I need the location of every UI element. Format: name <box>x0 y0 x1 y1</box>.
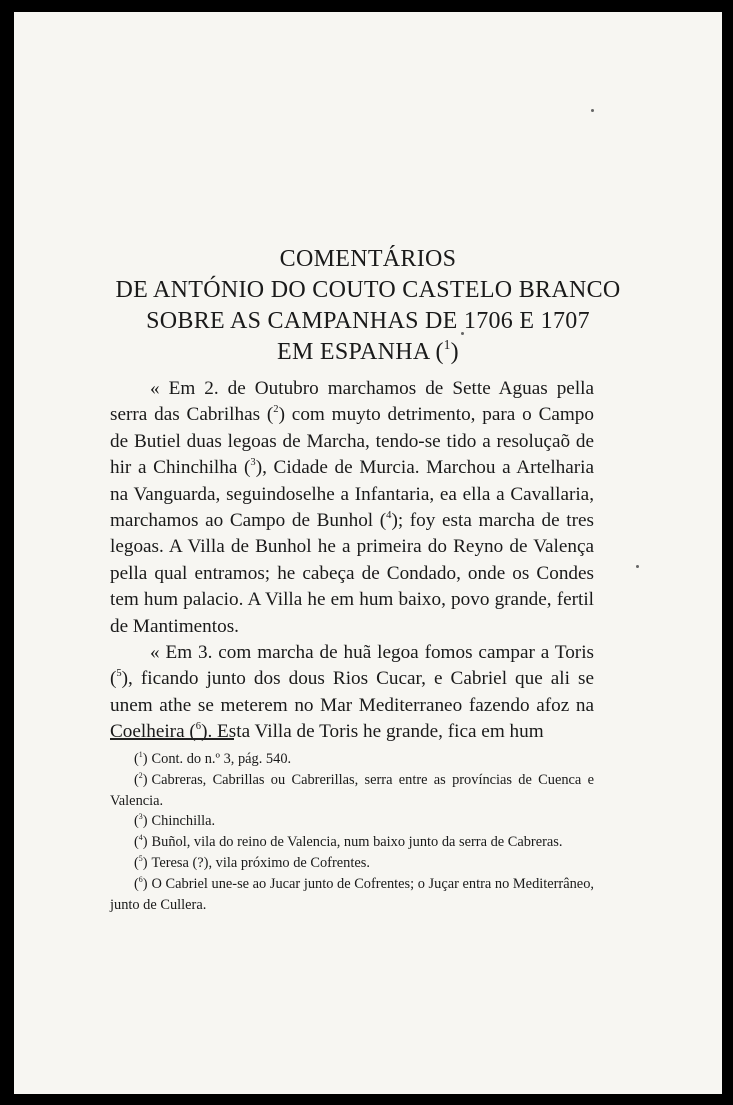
footnote-4 <box>110 832 594 853</box>
title-line-4 <box>14 337 722 368</box>
title-line-4-text: EM ESPANHA <box>277 339 430 365</box>
footnote-marker: ($^5$) <box>134 854 148 871</box>
footnote-ref-3: 3 <box>250 457 256 469</box>
footnote-text: Teresa (?), vila próximo de Cofrentes. <box>151 854 370 871</box>
paragraph-2-segment: ), ficando junto dos dous Rios Cucar, e Cabriel que ali se unem athe se meterem no Mar Mediterraneo fazendo afoz na Coelheira ( <box>110 668 594 743</box>
title-paren-open: ( <box>429 339 444 365</box>
footnote-2 <box>110 770 594 812</box>
page-title <box>14 244 722 368</box>
footnote-ref-5: 5 <box>116 668 122 680</box>
footnote-marker: ($^1$) <box>134 750 148 767</box>
paragraph-2 <box>110 640 594 746</box>
paragraph-1-segment: ) com muyto detrimento, para o Campo de Butiel duas legoas de Marcha, tendo-se tido a resoluçaõ de hir a Chinchilha ( <box>110 404 594 479</box>
paragraph-1 <box>110 376 594 640</box>
paragraph-2-segment: ). Esta Villa de Toris he grande, fica em hum <box>201 721 544 743</box>
footnote-marker: ($^3$) <box>134 812 148 830</box>
footnote-1 <box>110 749 594 770</box>
title-line-2: DE ANTÓNIO DO COUTO CASTELO BRANCO <box>115 277 621 303</box>
footnote-marker: ($^2$) <box>134 770 148 788</box>
title-paren-close: ) <box>450 339 459 365</box>
footnote-marker: ($^4$) <box>134 833 148 851</box>
paragraph-1-segment: ), Cidade de Murcia. Marchou a Artelharia na Vanguarda, seguindoselhe a Infantaria, ea ella a Cavallaria, marchamos ao Campo de Bunhol ( <box>110 457 594 532</box>
paper-speck <box>636 565 639 568</box>
footnote-ref-2: 2 <box>273 404 279 416</box>
footnote-text: Cont. do n.º 3, pág. 540. <box>151 751 292 767</box>
paper-speck <box>591 109 594 112</box>
title-line-1: COMENTÁRIOS <box>279 246 457 272</box>
footnote-text: Cabreras, Cabrillas ou Cabrerillas, serra entre as províncias de Cuenca e Valencia. <box>110 771 594 809</box>
footnote-text: Chinchilla. <box>151 813 216 830</box>
paragraph-1-segment: ); foy esta marcha de tres legoas. A Villa de Bunhol he a primeira do Reyno de Valença pella qual entramos; he cabeça de Condado, onde os Condes tem hum palacio. A Villa he em hum baixo, povo grande, fertil de Mantimentos. <box>110 510 595 637</box>
footnote-text: Buñol, vila do reino de Valencia, num baixo junto da serra de Cabreras. <box>151 834 563 851</box>
footnote-text: O Cabriel une-se ao Jucar junto de Cofrentes; o Juçar entra no Mediterrâneo, junto de Cullera. <box>110 875 594 913</box>
footnote-3 <box>110 811 594 832</box>
body-text <box>110 376 594 746</box>
document-page <box>14 12 722 1094</box>
footnotes <box>110 749 594 915</box>
footnote-ref-4: 4 <box>386 510 392 522</box>
footnote-ref-1: 1 <box>443 337 451 353</box>
footnote-ref-6: 6 <box>195 721 202 733</box>
title-line-3: SOBRE AS CAMPANHAS DE 1706 E 1707 <box>146 308 590 334</box>
footnote-marker: ($^6$) <box>134 874 148 892</box>
paragraph-1-segment: « Em 2. de Outubro marchamos de Sette Aguas pella serra das Cabrilhas ( <box>110 378 594 426</box>
footnote-divider <box>110 738 234 740</box>
footnote-6 <box>110 874 594 916</box>
footnote-5 <box>110 853 594 874</box>
paragraph-2-segment: « Em 3. com marcha de huã legoa fomos campar a Toris ( <box>110 642 594 690</box>
